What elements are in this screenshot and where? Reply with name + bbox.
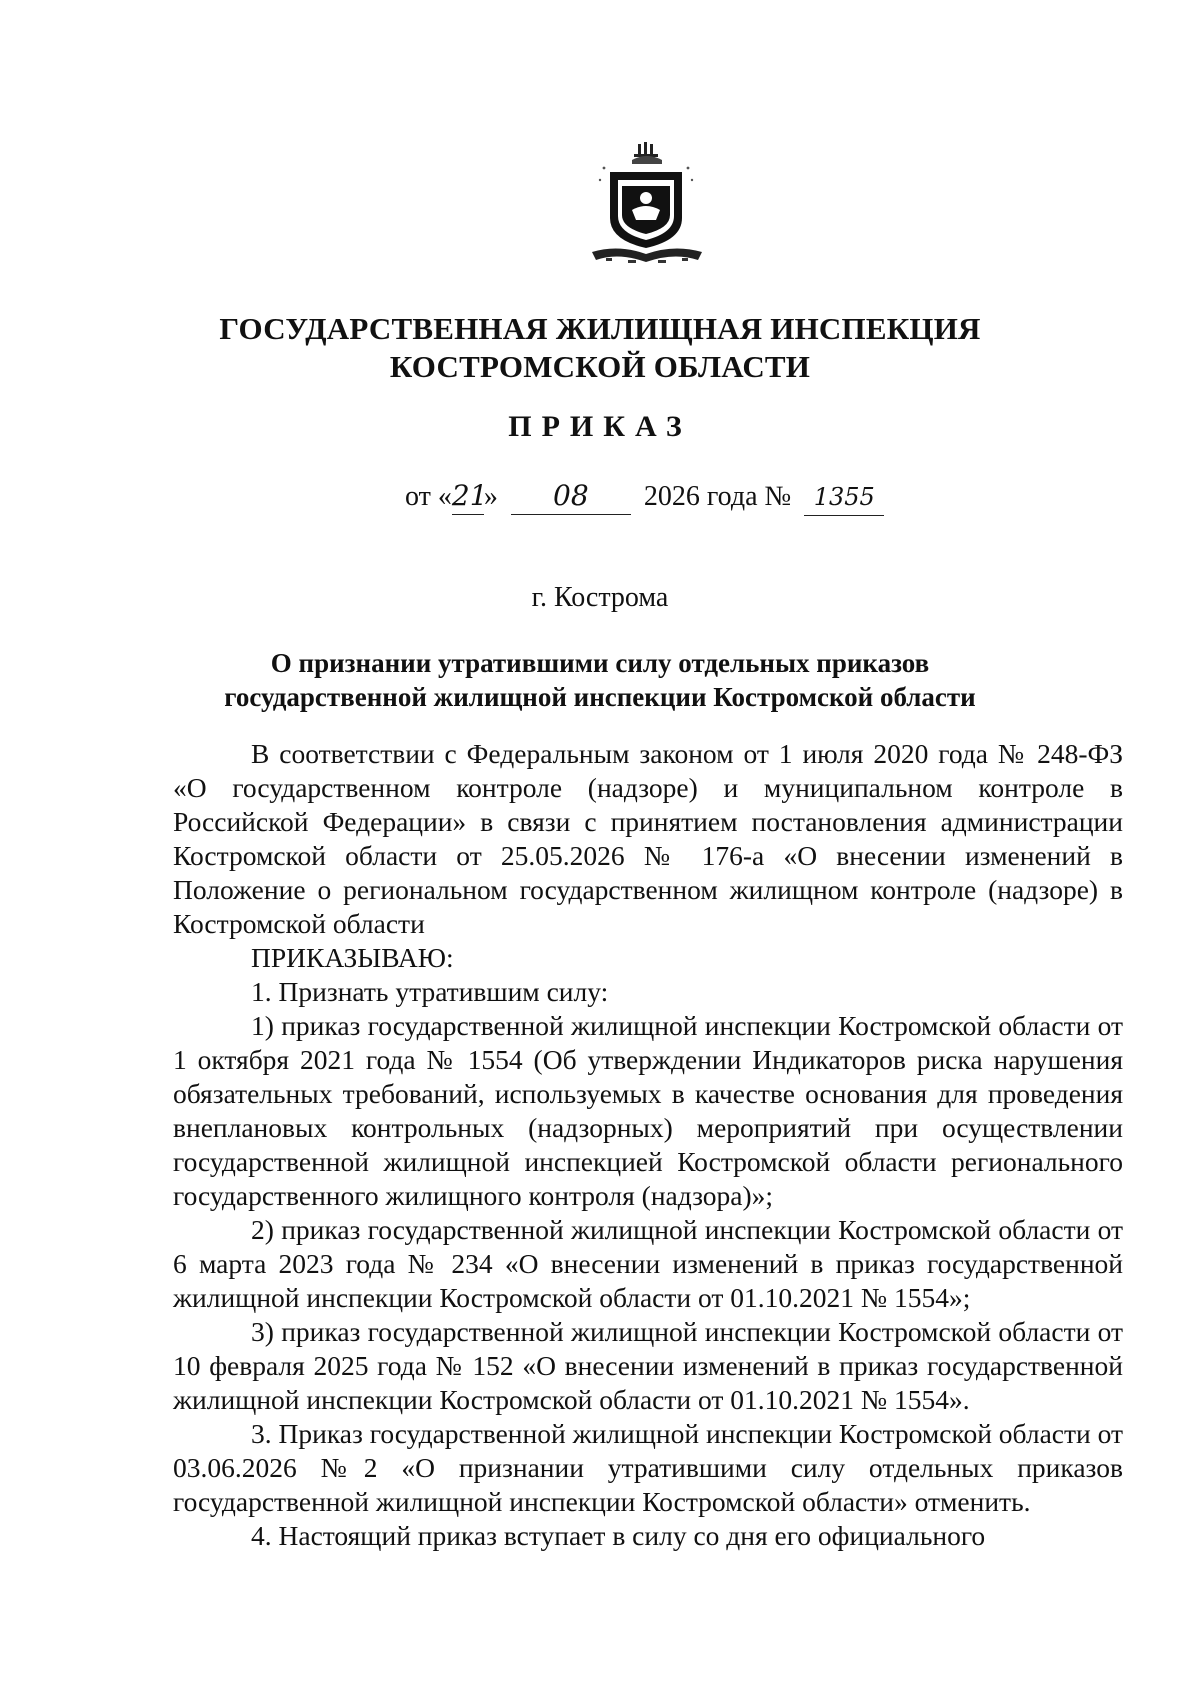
order-number: 1355: [804, 479, 884, 516]
item-4: 4. Настоящий приказ вступает в силу со дня его официального: [251, 1520, 986, 1551]
document-body: [173, 737, 1123, 1553]
coat-of-arms-icon: [588, 140, 706, 270]
org-title-line1: ГОСУДАРСТВЕННАЯ ЖИЛИЩНАЯ ИНСПЕКЦИЯ: [219, 311, 981, 346]
date-month: 08: [511, 478, 631, 515]
date-year: 2026 года №: [643, 481, 792, 512]
subject-line2: государственной жилищной инспекции Костромской области: [224, 682, 976, 712]
subject-line1: О признании утратившими силу отдельных приказов: [270, 648, 930, 678]
item-1-3: 3) приказ государственной жилищной инспекции Костромской области от 10 февраля 2025 года № 152 «О внесении изменений в приказ государственной жилищной инспекции Костромской области от 01.10.2021 № 1554».: [173, 1316, 1123, 1415]
date-mid: »: [483, 481, 498, 512]
item-1-heading: 1. Признать утратившим силу:: [251, 976, 609, 1007]
date-line: [405, 478, 884, 516]
date-day: 21: [452, 478, 484, 515]
preamble: В соответствии с Федеральным законом от 1 июля 2020 года № 248-ФЗ «О государственном контроле (надзоре) и муниципальном контроле в Российской Федерации» в связи с принятием постановления администрации Костромской области от 25.05.2026 № 176-а «О внесении изменений в Положение о региональном государственном жилищном контроле (надзоре) в Костромской области: [173, 738, 1123, 939]
city: г. Кострома: [531, 582, 669, 613]
order-word: ПРИКАЗЫВАЮ:: [251, 942, 454, 973]
item-1-2: 2) приказ государственной жилищной инспекции Костромской области от 6 марта 2023 года № 234 «О внесении изменений в приказ государственной жилищной инспекции Костромской области от 01.10.2021 № 1554»;: [173, 1214, 1123, 1313]
document-type: ПРИКАЗ: [508, 410, 692, 443]
org-title-line2: КОСТРОМСКОЙ ОБЛАСТИ: [389, 349, 811, 384]
date-prefix: от «: [405, 481, 452, 512]
item-3: 3. Приказ государственной жилищной инспекции Костромской области от 03.06.2026 №2 «О признании утратившими силу отдельных приказов государственной жилищной инспекции Костромской области» отменить.: [173, 1418, 1123, 1517]
item-1-1: 1) приказ государственной жилищной инспекции Костромской области от 1 октября 2021 года № 1554 (Об утверждении Индикаторов риска нарушения обязательных требований, используемых в качестве основания для проведения внеплановых контрольных (надзорных) мероприятий при осуществлении государственной жилищной инспекцией Костромской области регионального государственного жилищного контроля (надзора)»;: [173, 1010, 1123, 1211]
